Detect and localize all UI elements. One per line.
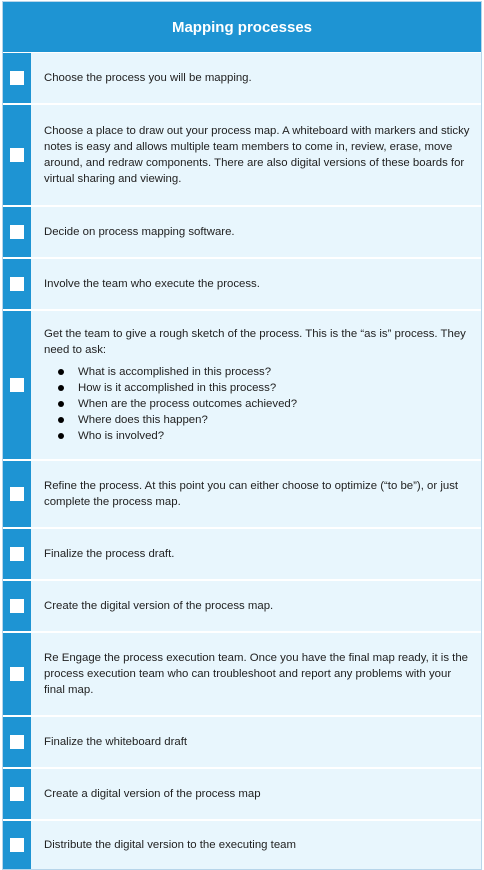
- checkbox-cell: [3, 311, 31, 459]
- table-row: [3, 581, 481, 633]
- checkbox[interactable]: [10, 378, 24, 392]
- table-row: [3, 461, 481, 529]
- table-row: [3, 53, 481, 105]
- checkbox-cell: [3, 207, 31, 257]
- checkbox[interactable]: [10, 277, 24, 291]
- checkbox[interactable]: [10, 787, 24, 801]
- item-text: Decide on process mapping software.: [44, 226, 235, 238]
- table-row: [3, 633, 481, 717]
- item-text: Finalize the whiteboard draft: [44, 736, 188, 748]
- checkbox-cell: [3, 581, 31, 631]
- item-text: Get the team to give a rough sketch of the process. This is the “as is” process. They need to ask:: [44, 328, 466, 356]
- row-text: [31, 769, 481, 819]
- checkbox-cell: [3, 461, 31, 527]
- item-text: Refine the process. At this point you can either choose to optimize (“to be”), or just complete the process map.: [44, 480, 459, 508]
- item-text: Create a digital version of the process map: [44, 788, 261, 800]
- row-text: [31, 461, 481, 527]
- checkbox[interactable]: [10, 547, 24, 561]
- table-row: [3, 311, 481, 461]
- checkbox-cell: [3, 53, 31, 103]
- question-item: How is it accomplished in this process?: [78, 380, 471, 396]
- question-item: What is accomplished in this process?: [78, 364, 471, 380]
- checkbox[interactable]: [10, 487, 24, 501]
- checkbox[interactable]: [10, 148, 24, 162]
- checkbox-cell: [3, 717, 31, 767]
- checkbox-cell: [3, 821, 31, 869]
- item-text: Re Engage the process execution team. Once you have the final map ready, it is the process execution team who can troubleshoot and report any problems with your final map.: [44, 652, 469, 696]
- checkbox-cell: [3, 633, 31, 715]
- checkbox-cell: [3, 105, 31, 205]
- checkbox[interactable]: [10, 667, 24, 681]
- table-row: [3, 769, 481, 821]
- item-text: Distribute the digital version to the executing team: [44, 839, 296, 851]
- table-row: [3, 207, 481, 259]
- table-title: Mapping processes: [3, 2, 481, 53]
- row-text: [31, 717, 481, 767]
- question-item: When are the process outcomes achieved?: [78, 396, 471, 412]
- item-text: Choose the process you will be mapping.: [44, 72, 252, 84]
- row-text: [31, 259, 481, 309]
- checkbox-cell: [3, 769, 31, 819]
- row-text: [31, 821, 481, 869]
- table-row: [3, 259, 481, 311]
- item-text: Finalize the process draft.: [44, 548, 175, 560]
- checklist-table: [2, 1, 482, 870]
- checkbox[interactable]: [10, 225, 24, 239]
- row-text: [31, 581, 481, 631]
- row-text: [31, 105, 481, 205]
- checkbox-cell: [3, 259, 31, 309]
- checkbox[interactable]: [10, 735, 24, 749]
- item-text: Create the digital version of the process map.: [44, 600, 274, 612]
- question-list: [44, 364, 471, 444]
- row-text: [31, 529, 481, 579]
- row-text: [31, 633, 481, 715]
- checkbox[interactable]: [10, 71, 24, 85]
- checkbox[interactable]: [10, 838, 24, 852]
- row-text: [31, 53, 481, 103]
- table-row: [3, 105, 481, 207]
- checkbox-cell: [3, 529, 31, 579]
- row-text: [31, 311, 481, 459]
- table-row: [3, 717, 481, 769]
- table-row: [3, 821, 481, 869]
- question-item: Where does this happen?: [78, 412, 471, 428]
- item-text: Involve the team who execute the process.: [44, 278, 260, 290]
- checkbox[interactable]: [10, 599, 24, 613]
- table-row: [3, 529, 481, 581]
- item-text: Choose a place to draw out your process map. A whiteboard with markers and sticky notes is easy and allows multiple team members to come in, review, erase, move around, and redraw components. There are also digital versions of these boards for virtual sharing and viewing.: [44, 125, 470, 185]
- row-text: [31, 207, 481, 257]
- question-item: Who is involved?: [78, 428, 471, 444]
